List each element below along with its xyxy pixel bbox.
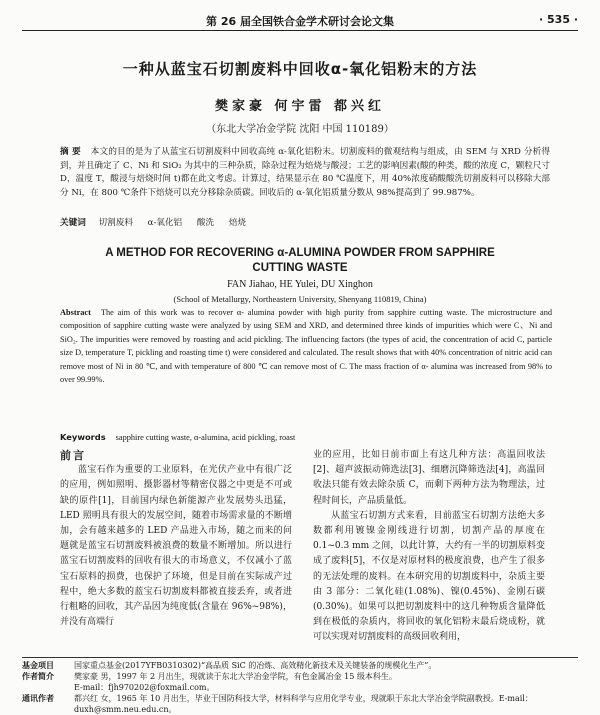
paragraph: 蓝宝石作为重要的工业原料，在光伏产业中有很广泛的应用，例如照明、摄影器材等精密仪器之中更是不可或缺的原件[1]，目前国内绿色新能源产业发展势头迅猛，LED 照明具有很大的发展空间，随着市场需求量的不断增加，会有越来越多的 LED 产品进入市场，随之而来的问题就是蓝宝石切割废料被浪费的数量不断增加。所以进行蓝宝石切割废料的回收有很大的市场意义，不仅减小了蓝宝石原料的损费，也保护了环境，但是目前在实际成产过程中，绝大多数的蓝宝石切割废料都被直接丢弃，或者进行粗略的回收，其产品因为纯度低(含量在 96%~98%)，并没有高端行 — [60, 465, 292, 628]
paragraph: 业的应用，比如日前市面上有这几种方法：高温回收法[2]、超声波振动筛选法[3]、细磨沉降筛选法[4]，高温回收法只能有效去除杂质 C，而剩下两种方法为物理法，过程时间长，产品质量低。 — [313, 450, 545, 506]
keyword-cn-item: α-氧化铝 — [147, 218, 183, 228]
footnote-author — [22, 671, 578, 682]
affiliation-cn: （东北大学冶金学院 沈阳 中国 110189） — [206, 124, 394, 135]
abstract-cn-label: 摘 要 — [60, 147, 81, 157]
footnote-fund — [22, 660, 578, 671]
contact-text: 都兴红 女，1965 年 10 月出生，毕业于国防科技大学，材料科学与应用化学专业，现就职于东北大学冶金学院副教授。E-mail：duxh@smm.neu.edu.cn。 — [74, 694, 533, 714]
section-heading: 前言 — [60, 449, 86, 462]
fund-label: 基金项目 — [22, 661, 54, 670]
keyword-cn-item: 切割废料 — [98, 218, 133, 228]
keywords-en-text: sapphire cutting waste, α-alumina, acid pickling, roast — [115, 433, 296, 442]
authors-en: FAN Jiahao, HE Yulei, DU Xinghon — [227, 279, 373, 290]
abstract-en-text: The aim of this work was to recover α- alumina powder with high purity from sapphire cutting waste. The microstructure and composition of sapphire cutting waste were analyzed by using SEM and XRD, and determined three kinds of impurities which were C、Ni and SiO₂. The impurities were removed by roasting and acid pickling. The influencing factors (the types of acid, the concentration of acid C, particle size D, temperature T, pickling and roasting time t) were considered and calculated. The result shows that with 40% concentration of nitric acid can remove most of Ni in 80 ℃, and with temperature of 800 ℃ can remove most of C. The mass fraction of α- alumina was increased from 98% to over 99.99%. — [60, 308, 552, 385]
abstract-cn — [60, 146, 550, 200]
authors-cn: 樊家豪 何宇雷 都兴红 — [214, 99, 386, 114]
keyword-cn-item: 酸洗 — [196, 218, 215, 228]
paper-title-cn: 一种从蓝宝石切割废料中回收α-氧化铝粉末的方法 — [122, 60, 478, 78]
running-header — [22, 10, 578, 31]
footnotes — [22, 657, 578, 715]
paper-title-en-line1: A METHOD FOR RECOVERING α-ALUMINA POWDER FROM SAPPHIRE — [105, 247, 495, 259]
abstract-en-label: Abstract — [60, 308, 91, 317]
body-column-right — [313, 448, 545, 646]
paragraph: 从蓝宝石切割方式来看，目前蓝宝石切割方法绝大多数都利用镀镍金刚线进行切割，切割产品的厚度在 0.1~0.3 mm 之间，以此计算，大约有一半的切割原料变成了废料[5]，不仅是对原材料的极度浪费，也产生了很多的无法处理的废料。在本研究用的切割废料中，杂质主要由 3 部分：二氧化硅(1.08%)、镍(0.45%)、金刚石碳(0.30%)。如果可以把切割废料中的这几种物质含量降低到在极低的杂质内，将回收的氧化铝粉末最后烧成粉，就可以实现对切割废料的高级回收利用， — [313, 510, 545, 643]
keywords-en — [60, 432, 552, 442]
body-column-left — [60, 448, 292, 630]
keywords-en-label: Keywords — [60, 432, 106, 442]
fund-text: 国家重点基金(2017YFB0310302)“高品质 SiC 的冶炼、高效精化新技术及关键装备的规模化生产”。 — [74, 661, 437, 670]
contact-label: 通讯作者 — [22, 694, 54, 703]
conference-name: 第 26 届全国铁合金学术研讨会论文集 — [206, 15, 394, 28]
author-email: E-mail：fjh970202@foxmail.com。 — [74, 683, 215, 692]
author-label: 作者简介 — [22, 672, 54, 681]
paper-title-en — [0, 246, 600, 276]
author-text: 樊家豪 男，1997 年 2 月出生，现就读于东北大学冶金学院，有色金属冶金 15 级本科生。 — [74, 672, 397, 681]
paper-title-en-line2: CUTTING WASTE — [252, 262, 348, 274]
affiliation-en: (School of Metallurgy, Northeastern University, Shenyang 110819, China) — [173, 294, 427, 304]
keywords-cn — [60, 216, 550, 228]
abstract-en — [60, 306, 552, 386]
footnote-contact — [22, 693, 578, 715]
keyword-cn-item: 焙烧 — [228, 218, 247, 228]
keywords-cn-label: 关键词 — [60, 218, 86, 228]
page-number: · 535 · — [539, 13, 578, 26]
abstract-cn-text: 本文的目的是为了从蓝宝石切割废料中回收高纯 α-氧化铝粉末。切割废料的微观结构与组成，由 SEM 与 XRD 分析得到，并且确定了 C、Ni 和 SiO₂ 为其中的三种杂质，除杂过程为焙烧与酸浸；工艺的影响因素(酸的种类，酸的浓度 C，颗粒尺寸 D，温度 T，酸浸与焙烧时间 t)都在此文考虑。计算过，结果显示在 80 ℃温度下，用 40%浓度硝酸酸洗切割废料可以移除大部分 Ni，在 800 ℃条件下焙烧可以充分移除杂质碳。回收后的 α-氧化铝质量分数从 98%提高到了 99.987%。 — [60, 147, 550, 198]
